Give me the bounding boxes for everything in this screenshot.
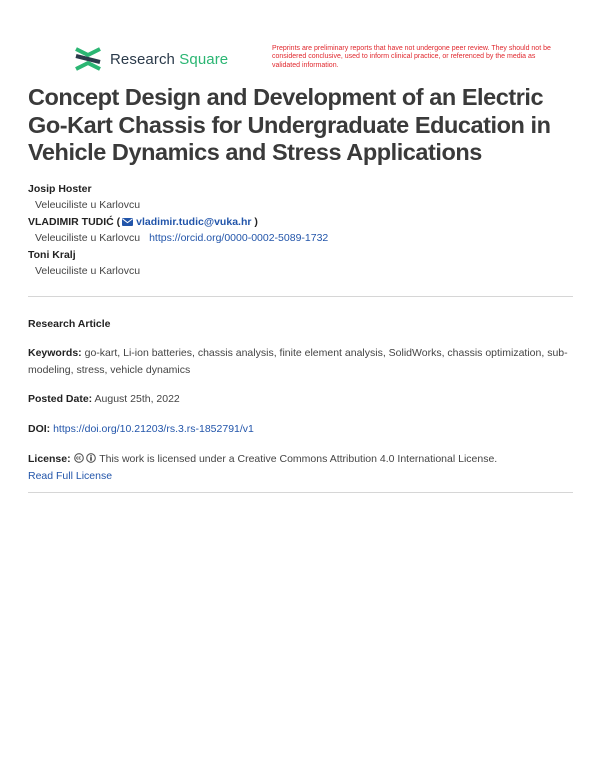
keywords-value: go-kart, Li-ion batteries, chassis analysis, finite element analysis, SolidWorks, chassis optimization, sub-modeling, stress, vehicle dynamics [28,347,568,376]
posted-date-value: August 25th, 2022 [94,393,180,405]
author-affiliation: Veleuciliste u Karlovcu [35,199,141,211]
keywords-label: Keywords: [28,347,82,359]
orcid-link[interactable]: https://orcid.org/0000-0002-5089-1732 [149,232,329,244]
research-square-brand[interactable] [74,46,228,72]
doi-block [28,421,573,438]
author-email-text: vladimir.tudic@vuka.hr [136,216,252,228]
author-affiliation-row [28,230,573,247]
doi-label: DOI: [28,423,51,435]
author-email-link[interactable] [122,214,251,230]
paper-title: Concept Design and Development of an Electric Go-Kart Chassis for Undergraduate Education in Vehicle Dynamics and Stress Applications [28,84,551,165]
mail-icon [122,218,133,226]
read-full-license-link[interactable]: Read Full License [28,469,113,482]
author-affiliation: Veleuciliste u Karlovcu [35,232,141,244]
preprint-disclaimer: Preprints are preliminary reports that have not undergone peer review. They should not be considered conclusive, used to inform clinical practice, or referenced by the media as validated information. [272,45,551,69]
section-divider [28,296,573,297]
section-divider-bottom [28,492,573,493]
license-text: This work is licensed under a Creative Commons Attribution 4.0 International License. [99,453,498,465]
posted-date-label: Posted Date: [28,393,93,405]
author-list [28,181,573,279]
author-name: Toni Kralj [28,249,76,261]
author-affiliation: Veleuciliste u Karlovcu [35,265,141,277]
license-label: License: [28,453,71,465]
author-name: Josip Hoster [28,183,92,195]
license-block [28,451,573,484]
brand-name-secondary: Square [179,50,229,68]
posted-date-block [28,391,573,408]
author-name-corresponding: VLADIMIR TUDIĆ ( vladimir.tudic@vuka.hr ) [28,216,258,228]
doi-link[interactable]: https://doi.org/10.21203/rs.3.rs-1852791/v1 [53,423,254,435]
brand-name-primary: Research [110,50,175,68]
research-square-logo-icon [74,46,102,72]
brand-name [110,51,228,68]
article-type [28,316,573,333]
author-name-text: VLADIMIR TUDIĆ [28,216,114,228]
cc-by-icon [86,453,96,463]
keywords-block [28,345,573,378]
cc-icon [74,453,84,463]
article-type-label: Research Article [28,318,111,330]
